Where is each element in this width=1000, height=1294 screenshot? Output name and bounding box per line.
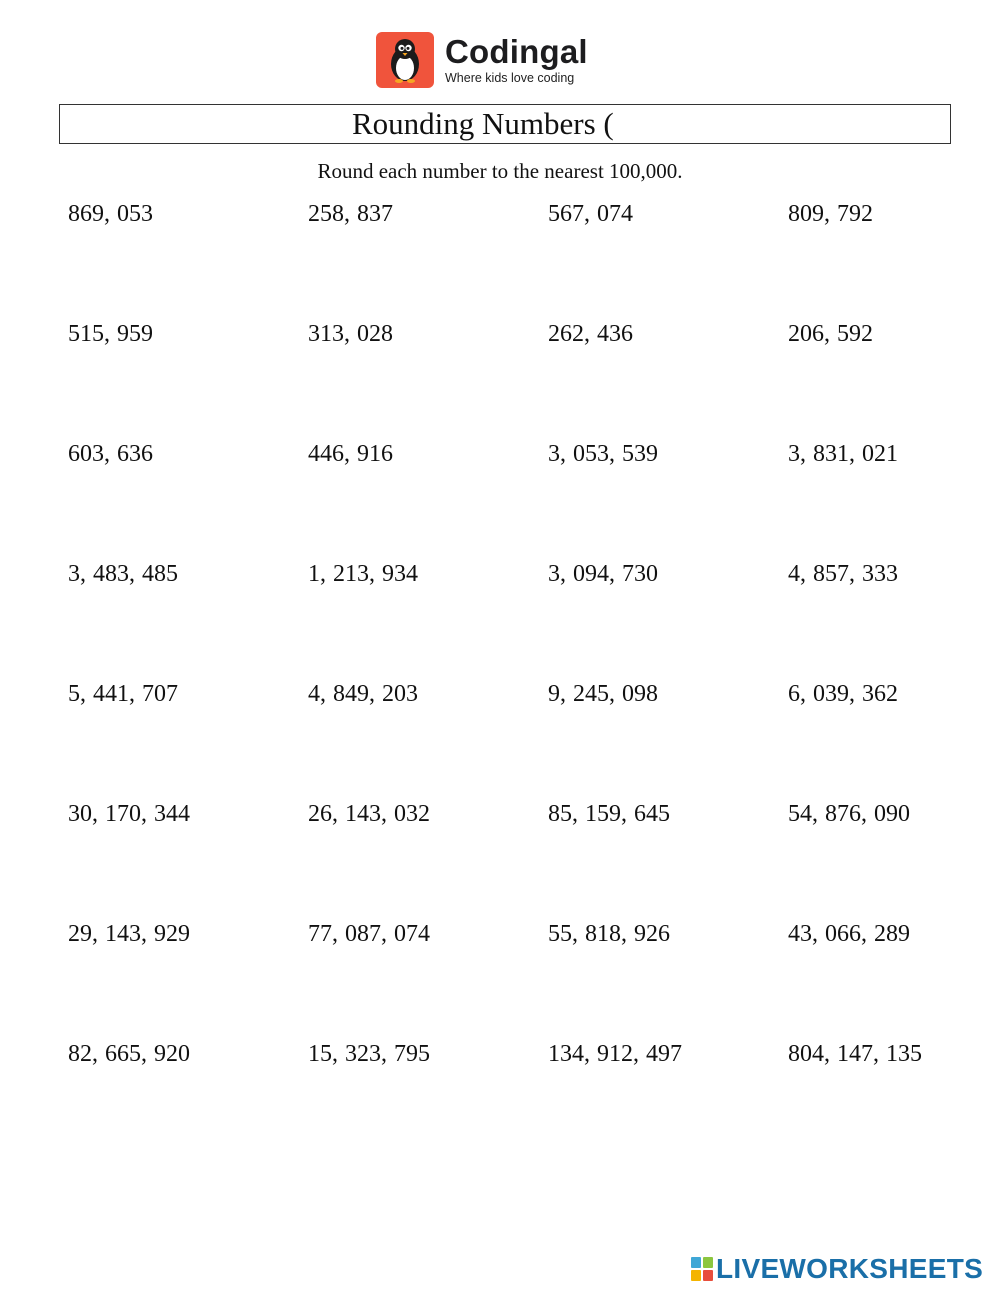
problem-item: 262, 436: [548, 321, 633, 347]
problem-item: 77, 087, 074: [308, 921, 430, 947]
worksheet-title: Rounding Numbers (: [352, 106, 614, 141]
liveworksheets-wordmark: LIVEWORKSHEETS: [716, 1253, 984, 1284]
problem-item: 43, 066, 289: [788, 921, 910, 947]
problem-item: 809, 792: [788, 201, 873, 227]
problem-grid: [68, 198, 988, 1158]
problem-item: 1, 213, 934: [308, 561, 418, 587]
instructions: Round each number to the nearest 100,000.: [317, 159, 683, 183]
problem-item: 603, 636: [68, 441, 153, 467]
problem-item: 258, 837: [308, 201, 393, 227]
problem-item: 9, 245, 098: [548, 681, 658, 707]
problem-item: 29, 143, 929: [68, 921, 190, 947]
logo-tagline: Where kids love coding: [445, 70, 575, 85]
problem-item: 446, 916: [308, 441, 393, 467]
liveworksheets-logo: [691, 1253, 983, 1285]
problem-item: 6, 039, 362: [788, 681, 898, 707]
problem-item: 4, 849, 203: [308, 681, 418, 707]
problem-item: 30, 170, 344: [68, 801, 190, 827]
problem-item: 3, 831, 021: [788, 441, 898, 467]
problem-item: 54, 876, 090: [788, 801, 910, 827]
problem-item: 55, 818, 926: [548, 921, 670, 947]
problem-item: 804, 147, 135: [788, 1041, 922, 1067]
problem-item: 134, 912, 497: [548, 1041, 682, 1067]
problem-item: 15, 323, 795: [308, 1041, 430, 1067]
problem-item: 567, 074: [548, 201, 633, 227]
problem-item: 206, 592: [788, 321, 873, 347]
problem-item: 313, 028: [308, 321, 393, 347]
problem-item: 869, 053: [68, 201, 153, 227]
problem-item: 85, 159, 645: [548, 801, 670, 827]
problem-item: 3, 483, 485: [68, 561, 178, 587]
logo-name: Codingal: [445, 32, 588, 70]
problem-item: 82, 665, 920: [68, 1041, 190, 1067]
problem-item: 3, 094, 730: [548, 561, 658, 587]
problem-item: 3, 053, 539: [548, 441, 658, 467]
problem-item: 515, 959: [68, 321, 153, 347]
liveworksheets-blocks-icon: [691, 1257, 713, 1281]
problem-item: 5, 441, 707: [68, 681, 178, 707]
problem-item: 26, 143, 032: [308, 801, 430, 827]
title-box: [59, 104, 951, 144]
problem-item: 4, 857, 333: [788, 561, 898, 587]
codingal-logo: [376, 31, 588, 89]
penguin-icon: [376, 32, 434, 88]
